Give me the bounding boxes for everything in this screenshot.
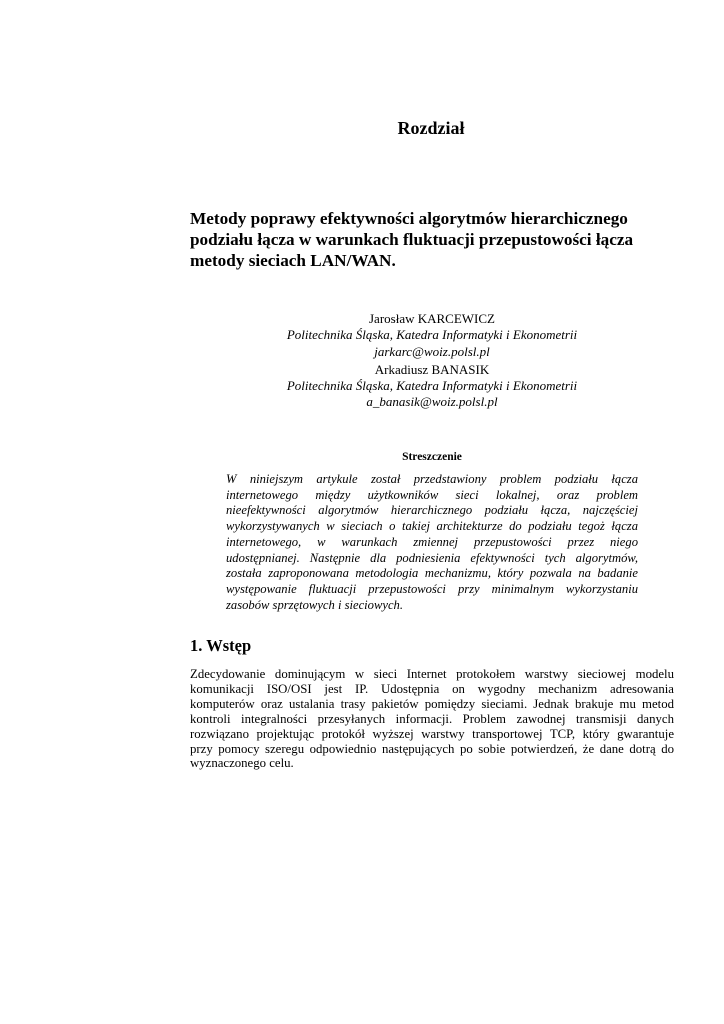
body-line: rozwiązano projektując protokół wyższej warstwy transportowej TCP, który gwarantuje: [190, 726, 674, 741]
author-affiliation: Politechnika Śląska, Katedra Informatyki i Ekonometrii: [286, 378, 578, 394]
abstract-line: zasobów sprzętowych i sieciowych.: [226, 597, 403, 612]
paper-title: [190, 208, 660, 271]
author-email: a_banasik@woiz.polsl.pl: [366, 394, 498, 410]
abstract-line: udostępnianej. Następnie dla podniesienia efektywności tych algorytmów,: [226, 550, 638, 565]
abstract-text: [226, 472, 638, 613]
section-heading: 1. Wstęp: [190, 636, 252, 655]
abstract-line: wykorzystywanych w sieciach o takiej architekturze do podziału tegoż łącza: [226, 519, 638, 534]
body-line: komputerów oraz ustalania trasy pakietów pomiędzy sieciami. Jednak brakuje mu metod: [190, 696, 674, 711]
abstract-heading: Streszczenie: [402, 451, 462, 463]
author-name: Arkadiusz BANASIK: [374, 361, 490, 377]
body-line: przy pomocy szeregu odpowiednio następujących po sobie potwierdzeń, że dane dotrą do: [190, 741, 674, 756]
author-name: Jarosław KARCEWICZ: [368, 311, 495, 326]
abstract-line: została zaproponowana metodologia mechanizmu, który pozwala na badanie: [226, 566, 638, 581]
body-line: komunikacji ISO/OSI jest IP. Udostępnia on wygodny mechanizm adresowania: [190, 681, 674, 696]
abstract-line: internetowego, w warunkach zmiennej przepustowości przez niego: [226, 534, 638, 549]
abstract-line: W niniejszym artykule został przedstawiony problem podziału łącza: [226, 472, 638, 486]
body-line: kontroli integralności przesyłanych informacji. Problem zawodnej transmisji danych: [190, 711, 674, 726]
abstract-line: występowanie fluktuacji przepustowości przy minimalnym wykorzystaniu: [226, 581, 638, 596]
body-line: wyznaczonego celu.: [190, 756, 294, 771]
abstract-line: internetowego między użytkowników sieci lokalnej, oraz problem: [226, 487, 638, 502]
author-affiliation: Politechnika Śląska, Katedra Informatyki i Ekonometrii: [286, 327, 578, 343]
section-body: [190, 667, 674, 771]
title-line: Metody poprawy efektywności algorytmów hierarchicznego: [190, 209, 628, 228]
chapter-label: Rozdział: [397, 118, 465, 138]
authors-block: [190, 311, 674, 411]
author-email: jarkarc@woiz.polsl.pl: [374, 343, 490, 359]
title-line: podziału łącza w warunkach fluktuacji przepustowości łącza: [190, 230, 634, 249]
abstract-line: nieefektywności algorytmów hierarchicznego podziału łącza, najczęściej: [226, 503, 638, 518]
body-line: Zdecydowanie dominującym w sieci Internet protokołem warstwy sieciowej modelu: [190, 667, 674, 681]
title-line: metody sieciach LAN/WAN.: [190, 251, 396, 270]
